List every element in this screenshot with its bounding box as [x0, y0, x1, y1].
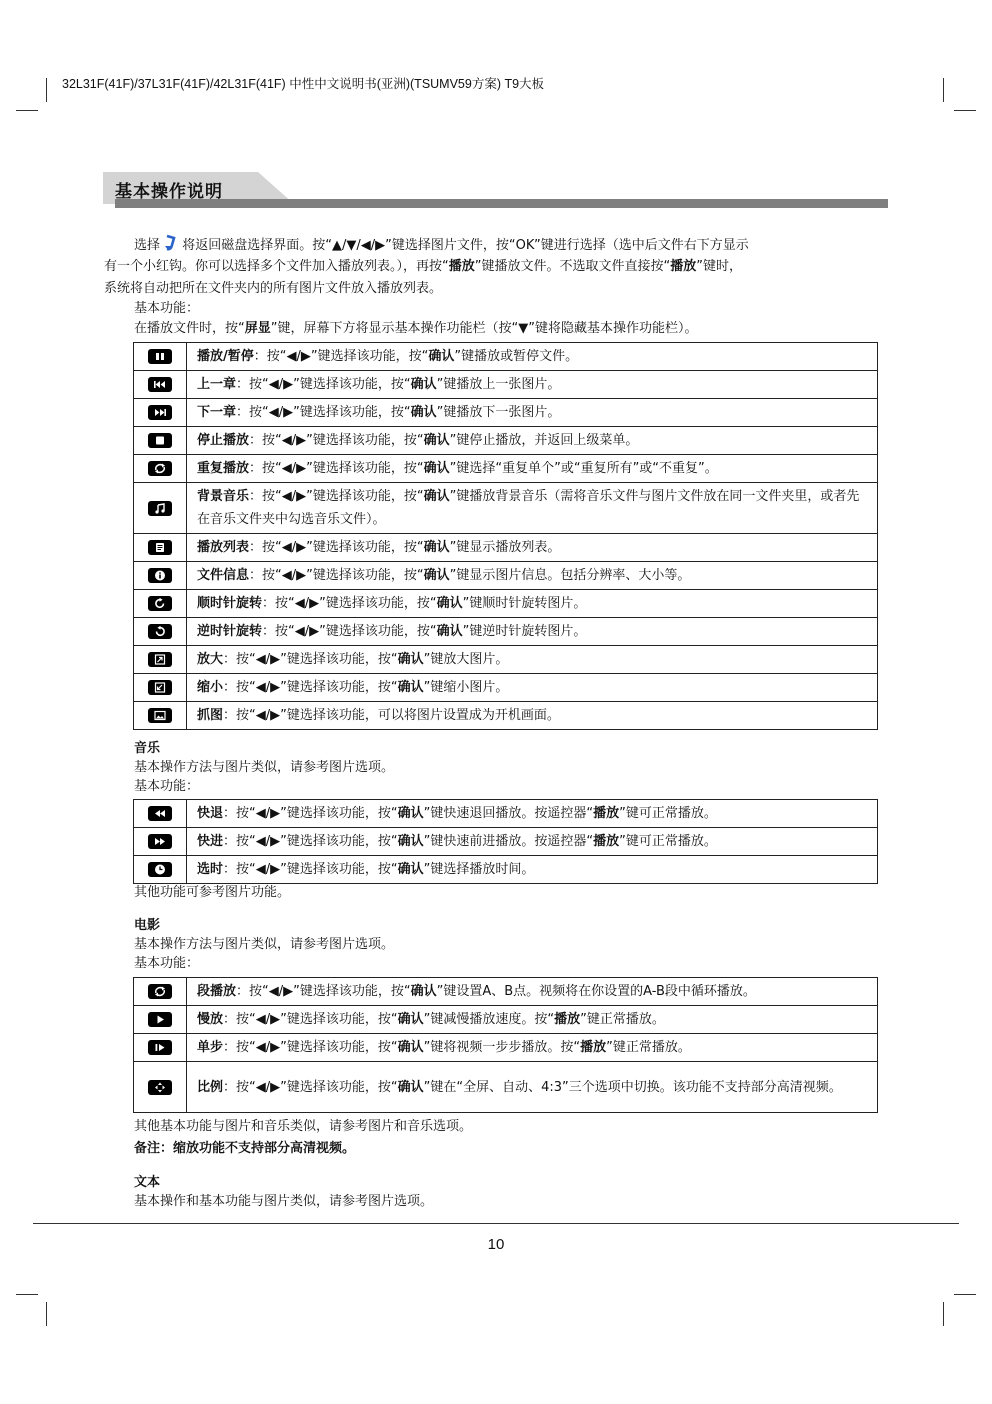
function-description: 重复播放：按“◀/▶”键选择该功能，按“确认”键选择“重复单个”或“重复所有”或“不重复”。	[187, 455, 878, 483]
basic-functions-label: 基本功能：	[134, 301, 200, 316]
function-name: 停止播放	[197, 433, 250, 448]
crop-mark	[16, 1294, 38, 1295]
function-description: 放大：按“◀/▶”键选择该功能，按“确认”键放大图片。	[187, 646, 878, 674]
music-title: 音乐	[134, 741, 161, 756]
function-row	[134, 562, 878, 590]
function-row	[134, 828, 878, 856]
footer-divider	[33, 1223, 959, 1224]
function-name: 逆时针旋转	[197, 624, 263, 639]
function-row	[134, 702, 878, 730]
function-row	[134, 427, 878, 455]
function-row	[134, 1006, 878, 1034]
function-description: 播放/暂停：按“◀/▶”键选择该功能，按“确认”键播放或暂停文件。	[187, 343, 878, 371]
function-row	[134, 371, 878, 399]
function-description: 播放列表：按“◀/▶”键选择该功能，按“确认”键显示播放列表。	[187, 534, 878, 562]
music-other: 其他功能可参考图片功能。	[134, 885, 291, 900]
section-divider	[115, 199, 888, 208]
next-icon	[148, 405, 172, 420]
function-name: 单步	[197, 1040, 224, 1055]
function-row	[134, 646, 878, 674]
crop-mark	[16, 110, 38, 111]
movie-other: 其他基本功能与图片和音乐类似，请参考图片和音乐选项。	[134, 1119, 473, 1134]
capture-icon	[148, 708, 172, 723]
fast-forward-icon	[148, 834, 172, 849]
section-heading	[103, 172, 888, 212]
rewind-icon	[148, 806, 172, 821]
movie-functions-table	[133, 977, 878, 1113]
function-row	[134, 483, 878, 534]
function-description: 段播放：按“◀/▶”键选择该功能，按“确认”键设置A、B点。视频将在你设置的A-B段中循环播放。	[187, 978, 878, 1006]
function-name: 重复播放	[197, 461, 250, 476]
playlist-icon	[148, 540, 172, 555]
function-name: 上一章	[197, 377, 237, 392]
movie-basic-label: 基本功能：	[134, 956, 200, 971]
music-desc: 基本操作方法与图片类似，请参考图片选项。	[134, 760, 395, 775]
function-row	[134, 1062, 878, 1113]
function-name: 比例	[197, 1079, 224, 1095]
function-name: 下一章	[197, 405, 237, 420]
function-description: 下一章：按“◀/▶”键选择该功能，按“确认”键播放下一张图片。	[187, 399, 878, 427]
music-basic-label: 基本功能：	[134, 779, 200, 794]
function-description: 单步：按“◀/▶”键选择该功能，按“确认”键将视频一步步播放。按“播放”键正常播放。	[187, 1034, 878, 1062]
function-description: 逆时针旋转：按“◀/▶”键选择该功能，按“确认”键逆时针旋转图片。	[187, 618, 878, 646]
function-name: 文件信息	[197, 568, 250, 583]
function-description: 背景音乐：按“◀/▶”键选择该功能，按“确认”键播放背景音乐（需将音乐文件与图片文件放在同一文件夹里，或者先在音乐文件夹中勾选音乐文件）。	[187, 483, 878, 534]
function-name: 缩小	[197, 680, 224, 695]
function-description: 慢放：按“◀/▶”键选择该功能，按“确认”键减慢播放速度。按“播放”键正常播放。	[187, 1006, 878, 1034]
function-description: 缩小：按“◀/▶”键选择该功能，按“确认”键缩小图片。	[187, 674, 878, 702]
function-name: 快进	[197, 834, 224, 849]
function-name: 快退	[197, 806, 224, 821]
crop-mark	[46, 1302, 47, 1326]
function-name: 播放/暂停	[197, 349, 254, 364]
crop-mark	[943, 1302, 944, 1326]
function-row	[134, 978, 878, 1006]
function-row	[134, 590, 878, 618]
movie-note: 备注：缩放功能不支持部分高清视频。	[134, 1141, 356, 1156]
zoom-out-icon	[148, 680, 172, 695]
info-icon	[148, 568, 172, 583]
text-title: 文本	[134, 1175, 161, 1190]
section-title: 基本操作说明	[115, 182, 223, 202]
repeat-icon	[148, 461, 172, 476]
intro-paragraph-line3: 系统将自动把所在文件夹内的所有图片文件放入播放列表。	[104, 281, 443, 296]
crop-mark	[943, 78, 944, 102]
intro-paragraph-line2: 有一个小红钩。你可以选择多个文件加入播放列表。），再按“播放”键播放文件。不选取文件直接按“播放”键时，	[104, 259, 743, 274]
clock-icon	[148, 862, 172, 877]
function-name: 播放列表	[197, 540, 250, 555]
previous-icon	[148, 377, 172, 392]
function-description: 比例：按“◀/▶”键选择该功能，按“确认”键在“全屏、自动、4:3”三个选项中切换。该功能不支持部分高清视频。	[187, 1062, 878, 1113]
step-icon	[148, 1040, 172, 1055]
document-header: 32L31F(41F)/37L31F(41F)/42L31F(41F) 中性中文说明书(亚洲)(TSUMV59方案) T9大板	[62, 77, 545, 91]
music-icon	[148, 501, 172, 516]
function-name: 背景音乐	[197, 489, 250, 504]
movie-title: 电影	[134, 918, 161, 933]
function-description: 抓图：按“◀/▶”键选择该功能，可以将图片设置成为开机画面。	[187, 702, 878, 730]
movie-desc: 基本操作方法与图片类似，请参考图片选项。	[134, 937, 395, 952]
page-number: 10	[487, 1236, 505, 1253]
rotate-cw-icon	[148, 596, 172, 611]
function-name: 选时	[197, 862, 224, 877]
function-description: 快退：按“◀/▶”键选择该功能，按“确认”键快速退回播放。按遥控器“播放”键可正常播放。	[187, 800, 878, 828]
aspect-ratio-icon	[148, 1080, 172, 1095]
crop-mark	[954, 1294, 976, 1295]
function-row	[134, 674, 878, 702]
rotate-ccw-icon	[148, 624, 172, 639]
text-desc: 基本操作和基本功能与图片类似，请参考图片选项。	[134, 1194, 434, 1209]
crop-mark	[46, 78, 47, 102]
osd-instructions: 在播放文件时，按“屏显”键，屏幕下方将显示基本操作功能栏（按“▼”键将隐藏基本操作功能栏）。	[134, 321, 698, 336]
function-row	[134, 534, 878, 562]
function-description: 文件信息：按“◀/▶”键选择该功能，按“确认”键显示图片信息。包括分辨率、大小等。	[187, 562, 878, 590]
function-description: 顺时针旋转：按“◀/▶”键选择该功能，按“确认”键顺时针旋转图片。	[187, 590, 878, 618]
intro-paragraph: 选择 将返回磁盘选择界面。按“▲/▼/◀/▶”键选择图片文件，按“OK”键进行选择（选中后文件右下方显示	[134, 234, 914, 260]
zoom-in-icon	[148, 652, 172, 667]
function-description: 选时：按“◀/▶”键选择该功能，按“确认”键选择播放时间。	[187, 856, 878, 884]
function-name: 抓图	[197, 708, 224, 723]
function-row	[134, 343, 878, 371]
pause-icon	[148, 349, 172, 364]
slow-play-icon	[148, 1012, 172, 1027]
function-name: 慢放	[197, 1012, 224, 1027]
function-name: 顺时针旋转	[197, 596, 263, 611]
function-description: 快进：按“◀/▶”键选择该功能，按“确认”键快速前进播放。按遥控器“播放”键可正常播放。	[187, 828, 878, 856]
ab-repeat-icon	[148, 984, 172, 999]
music-functions-table	[133, 799, 878, 884]
function-description: 停止播放：按“◀/▶”键选择该功能，按“确认”键停止播放，并返回上级菜单。	[187, 427, 878, 455]
function-name: 段播放	[197, 984, 237, 999]
function-name: 放大	[197, 652, 224, 667]
function-description: 上一章：按“◀/▶”键选择该功能，按“确认”键播放上一张图片。	[187, 371, 878, 399]
function-row	[134, 618, 878, 646]
function-row	[134, 856, 878, 884]
stop-icon	[148, 433, 172, 448]
function-row	[134, 455, 878, 483]
function-row	[134, 1034, 878, 1062]
function-row	[134, 800, 878, 828]
photo-functions-table	[133, 342, 878, 730]
function-row	[134, 399, 878, 427]
crop-mark	[954, 110, 976, 111]
